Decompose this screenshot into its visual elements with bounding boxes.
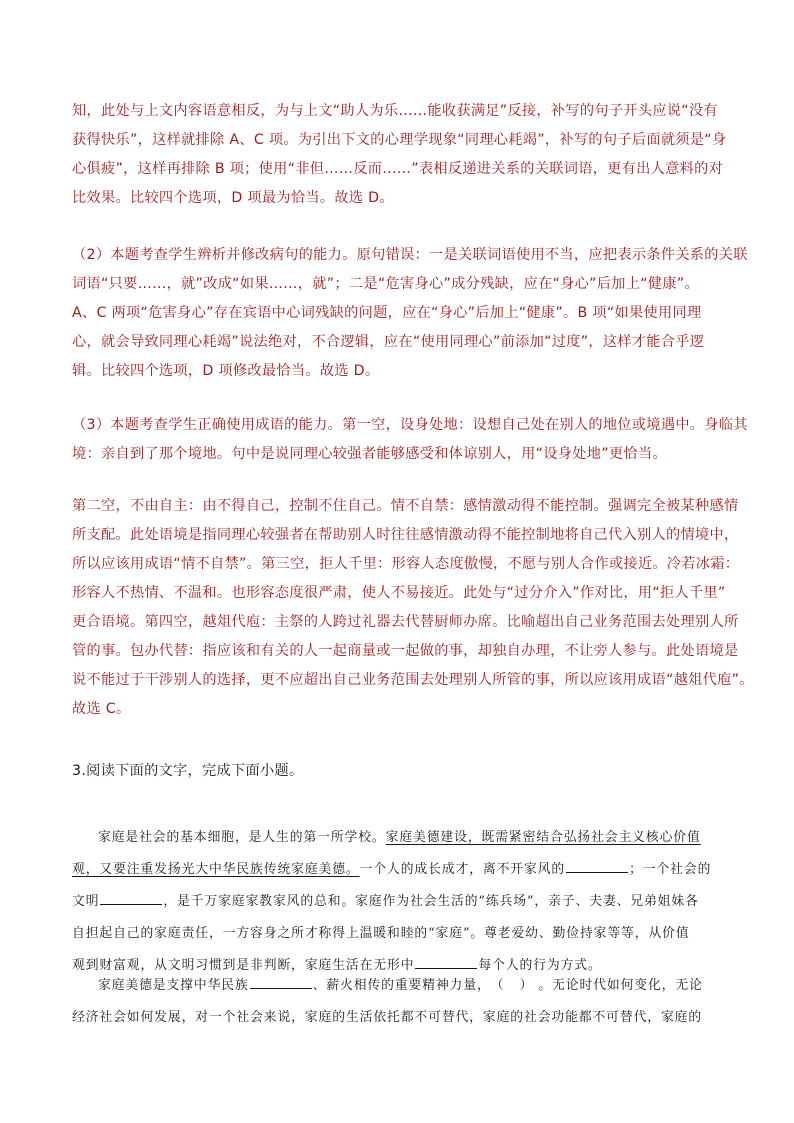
passage-line	[72, 822, 724, 854]
analysis-part-4	[72, 492, 754, 724]
text-line: 比效果。比较四个选项，D 项最为恰当。故选 D。	[72, 190, 394, 206]
text-line: 故选 C。	[72, 701, 131, 717]
fill-in-blank[interactable]	[250, 976, 312, 989]
passage-text: 、薪火相传的重要精神力量，	[312, 978, 491, 993]
text-line: （3）本题考查学生正确使用成语的能力。第一空，设身处地：设想自己处在别人的地位或境遇中。身临其	[72, 417, 748, 433]
passage-text: 。无论时代如何变化，无论	[538, 978, 703, 993]
passage-text: 家庭是社会的基本细胞，是人生的第一所学校。	[98, 830, 386, 845]
text-line: 更合语境。第四空，越俎代庖：主祭的人跨过礼器去代替厨师办席。比喻超出自己业务范围去处理别人所	[72, 614, 739, 630]
question-heading: 3.阅读下面的文字，完成下面小题。	[72, 763, 304, 779]
analysis-part-2	[72, 241, 748, 386]
reading-passage-paragraph-2	[72, 970, 724, 1034]
fill-in-blank[interactable]	[566, 860, 628, 873]
answer-parenthesis-blank[interactable]: （ ）	[490, 978, 539, 993]
text-line: 形容人不热情、不温和。也形容态度很严肃，使人不易接近。此处与“过分介入”作对比，用“拒人千里”	[72, 585, 726, 601]
text-line: 管的事。包办代替：指应该和有关的人一起商量或一起做的事，却独自办理，不让旁人参与。此处语境是	[72, 643, 739, 659]
text-line: 知，此处与上文内容语意相反，为与上文“助人为乐……能收获满足”反接，补写的句子开头应说“没有	[72, 103, 718, 119]
text-line: 辑。比较四个选项，D 项修改最恰当。故选 D。	[72, 363, 380, 379]
text-line: 境：亲自到了那个境地。句中是说同理心较强者能够感受和体谅别人，用“设身处地”更恰当。	[72, 446, 667, 462]
fill-in-blank[interactable]	[100, 892, 162, 905]
passage-line: 自担起自己的家庭责任，一方容身之所才称得上温暖和睦的“家庭”。尊老爱幼、勤俭持家等等，从价值	[72, 926, 690, 941]
text-line: 心，就会导致同理心耗竭”说法绝对，不合逻辑，应在“使用同理心”前添加“过度”，这样才能合乎逻	[72, 334, 705, 350]
underlined-sentence: 观，又要注重发扬光大中华民族传统家庭美德。	[72, 862, 360, 877]
text-line: A、C 两项“危害身心”存在宾语中心词残缺的问题，应在“身心”后加上“健康”。B 项“如果使用同理	[72, 305, 702, 321]
passage-text: 每个人的行为方式。	[478, 958, 602, 973]
text-line: 所以应该用成语“情不自禁”。第三空，拒人千里：形容人态度傲慢，不愿与别人合作或接近。冷若冰霜：	[72, 556, 740, 572]
text-line: 第二空，不由自主：由不得自己，控制不住自己。情不自禁：感情激动得不能控制。强调完全被某种感情	[72, 498, 739, 514]
text-line: 说不能过于干涉别人的选择，更不应超出自己业务范围去处理别人所管的事，所以应该用成语“越俎代庖”。	[72, 672, 754, 688]
fill-in-blank[interactable]	[415, 956, 477, 969]
passage-text: 一个人的成长成才，离不开家风的	[359, 862, 566, 877]
passage-text: ；一个社会的	[629, 862, 712, 877]
passage-line	[72, 886, 724, 918]
text-line: 词语“只要……，就”改成“如果……，就”；二是“危害身心”成分残缺，应在“身心”后加上“健康”。	[72, 276, 700, 292]
text-line: 心俱疲”，这样再排除 B 项；使用“非但……反而……”表相反递进关系的关联词语，更有出人意料的对	[72, 161, 724, 177]
passage-text: 家庭美德是支撑中华民族	[98, 978, 249, 993]
text-line: （2）本题考查学生辨析并修改病句的能力。原句错误：一是关联词语使用不当，应把表示条件关系的关联	[72, 247, 748, 263]
passage-line: 经济社会如何发展，对一个社会来说，家庭的生活依托都不可替代，家庭的社会功能都不可替代，家庭的	[72, 1010, 703, 1025]
passage-text: 文明	[72, 894, 100, 909]
underlined-sentence: 家庭美德建设，既需紧密结合弘扬社会主义核心价值	[385, 830, 701, 845]
passage-text: 观到财富观，从文明习惯到是非判断，家庭生活在无形中	[72, 958, 415, 973]
passage-line	[72, 854, 724, 886]
passage-text: ，是千万家庭家教家风的总和。家庭作为社会生活的“练兵场”，亲子、夫妻、兄弟姐妹各	[163, 894, 699, 909]
passage-line	[72, 970, 724, 1002]
question-3-heading	[72, 757, 724, 786]
reading-passage-paragraph-1	[72, 822, 724, 982]
analysis-part-3	[72, 411, 748, 469]
text-line: 所支配。此处语境是指同理心较强者在帮助别人时往往感情激动得不能控制地将自己代入别人的情境中，	[72, 527, 739, 543]
analysis-part-1	[72, 97, 727, 213]
text-line: 获得快乐”，这样就排除 A、C 项。为引出下文的心理学现象“同理心耗竭”，补写的句子后面就须是“身	[72, 132, 727, 148]
